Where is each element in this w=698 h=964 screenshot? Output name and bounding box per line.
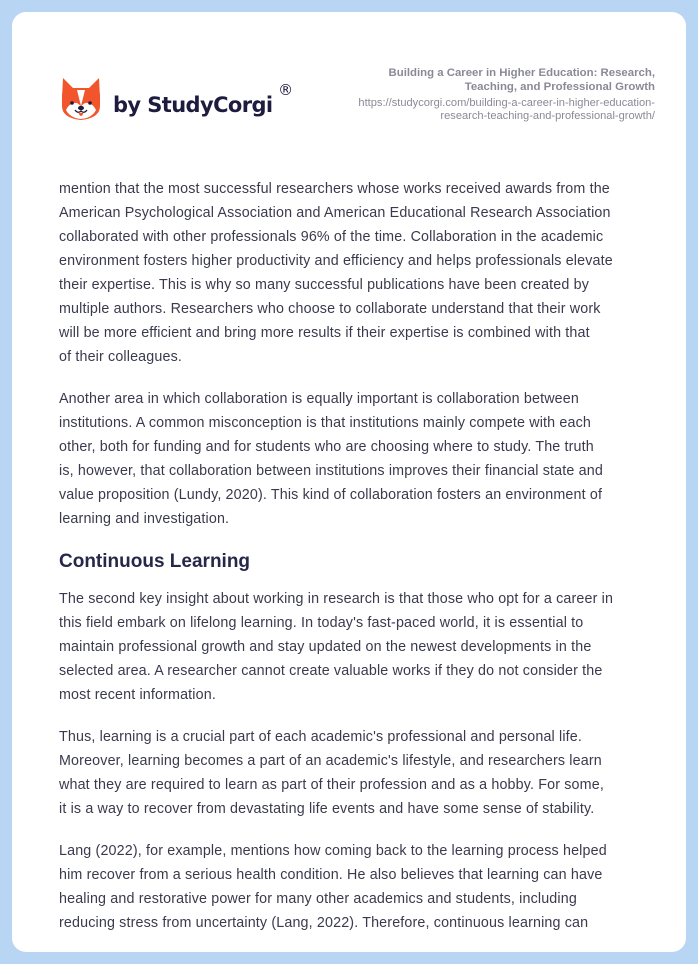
text-line: is, however, that collaboration between institutions improves their financial state and [59,463,603,479]
paragraph [59,725,659,821]
paragraph [59,587,659,707]
text-line: what they are required to learn as part of their profession and as a hobby. For some, [59,777,604,793]
paragraph [59,387,659,531]
text-line: will be more efficient and bring more results if their expertise is combined with that [59,325,590,341]
text-line: Moreover, learning becomes a part of an academic's lifestyle, and researchers learn [59,753,602,769]
document-url-line: research-teaching-and-professional-growth/ [440,110,655,122]
text-line: learning and investigation. [59,511,230,527]
text-line: institutions. A common misconception is that institutions mainly compete with each [59,415,591,431]
text-line: other, both for funding and for students who are choosing where to study. The truth [59,439,594,455]
text-line: American Psychological Association and American Educational Research Association [59,205,611,221]
logo-text [113,81,293,117]
text-line: reducing stress from uncertainty (Lang, 2022). Therefore, continuous learning can [59,915,589,931]
text-line: Thus, learning is a crucial part of each academic's professional and personal life. [59,729,582,745]
corgi-logo-icon [60,76,102,122]
paragraph [59,177,659,369]
document-page [12,12,686,952]
paragraph [59,839,659,935]
document-title-line: Building a Career in Higher Education: Research, [388,67,655,79]
text-line: this field embark on lifelong learning. In today's fast-paced world, it is essential to [59,615,584,631]
text-line: collaborated with other professionals 96% of the time. Collaboration in the academic [59,229,604,245]
text-line: him recover from a serious health condition. He also believes that learning can have [59,867,603,883]
text-line: mention that the most successful researchers whose works received awards from the [59,181,610,197]
text-line: maintain professional growth and stay updated on the newest developments in the [59,639,592,655]
section-heading: Continuous Learning [59,551,251,572]
logo-wordmark: by StudyCorgi [113,93,273,117]
document-body [59,177,659,952]
text-line: it is a way to recover from devastating life events and have some sense of stability. [59,801,595,817]
text-line: most recent information. [59,687,216,703]
text-line: their expertise. This is why so many successful publications have been created by [59,277,590,293]
document-meta [315,66,655,123]
text-line: healing and restorative power for many other academics and students, including [59,891,577,907]
page-header [12,12,686,162]
document-url-link[interactable] [315,97,655,123]
text-line: Another area in which collaboration is equally important is collaboration between [59,391,579,407]
document-title-line: Teaching, and Professional Growth [464,81,655,93]
document-title [315,66,655,94]
text-line: selected area. A researcher cannot create valuable works if they do not consider the [59,663,603,679]
studycorgi-logo-link[interactable] [60,76,293,122]
text-line: multiple authors. Researchers who choose to collaborate understand that their work [59,301,601,317]
text-line: The second key insight about working in research is that those who opt for a career in [59,591,614,607]
text-line: of their colleagues. [59,349,183,365]
text-line: environment fosters higher productivity and efficiency and helps professionals elevate [59,253,613,269]
text-line: Lang (2022), for example, mentions how coming back to the learning process helped [59,843,607,859]
registered-mark: ® [278,81,293,99]
text-line: value proposition (Lundy, 2020). This kind of collaboration fosters an environment of [59,487,603,503]
document-url-line: https://studycorgi.com/building-a-career-in-higher-education- [358,97,655,109]
